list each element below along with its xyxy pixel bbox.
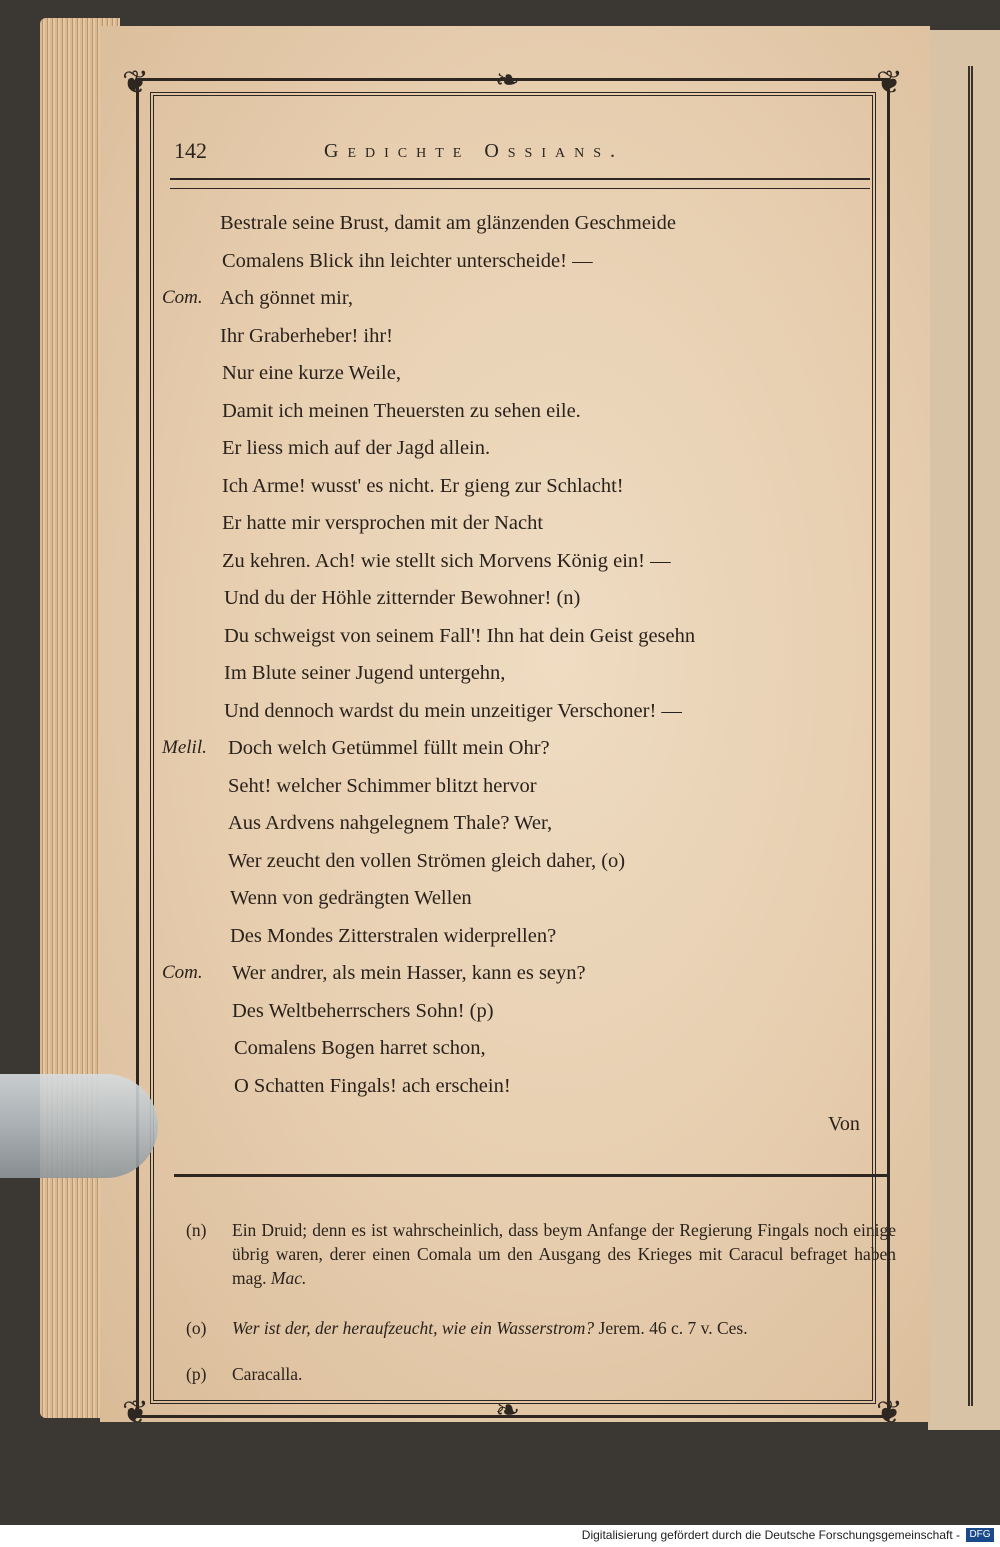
verse-text: Nur eine kurze Weile,	[222, 362, 401, 384]
footnote-text: Wer ist der, der heraufzeucht, wie ein Wasserstrom? Jerem. 46 c. 7 v. Ces.	[232, 1318, 748, 1338]
speaker-label: Com.	[162, 287, 203, 308]
verse-text: Du schweigst von seinem Fall'! Ihn hat dein Geist gesehn	[224, 624, 696, 647]
verse-text: Er liess mich auf der Jagd allein.	[222, 437, 491, 459]
corner-ornament-icon: ❦	[876, 64, 903, 100]
verse-text: Ich Arme! wusst' es nicht. Er gieng zur Schlacht!	[222, 474, 624, 497]
verse-text: Doch welch Getümmel füllt mein Ohr?	[228, 737, 550, 759]
verse-text: Wer andrer, als mein Hasser, kann es seyn?	[232, 962, 586, 984]
verse-text: Des Weltbeherrschers Sohn! (p)	[232, 999, 494, 1022]
book-page	[100, 26, 930, 1430]
verse-text: Comalens Bogen harret schon,	[234, 1037, 486, 1059]
verse-line	[162, 662, 902, 700]
running-title: Gedichte Ossians.	[324, 140, 625, 162]
corner-ornament-icon: ❦	[876, 1394, 903, 1430]
verse-text: Bestrale seine Brust, damit am glänzenden Geschmeide	[220, 212, 676, 234]
verse-text: Zu kehren. Ach! wie stellt sich Morvens König ein! —	[222, 549, 671, 572]
dfg-logo-icon: DFG	[966, 1528, 994, 1542]
verse-text: Und dennoch wardst du mein unzeitiger Verschoner! —	[224, 699, 682, 722]
verse-text: Ihr Graberheber! ihr!	[220, 324, 394, 347]
verse-text: Er hatte mir versprochen mit der Nacht	[222, 512, 544, 534]
footnote-mark: (o)	[186, 1318, 207, 1338]
verse-text: Seht! welcher Schimmer blitzt hervor	[228, 774, 537, 797]
verse-line	[162, 1075, 902, 1113]
verse-line	[162, 437, 902, 475]
corner-ornament-icon: ❦	[122, 1394, 149, 1430]
verse-line	[162, 887, 902, 925]
top-ornament-icon: ❧	[495, 64, 521, 97]
verse-block	[162, 212, 902, 1112]
verse-line	[162, 362, 902, 400]
verse-line	[162, 700, 902, 738]
verse-line	[162, 287, 902, 325]
verse-line	[162, 850, 902, 888]
verse-line	[162, 400, 902, 438]
verse-line	[162, 625, 902, 663]
footer	[0, 1525, 1000, 1547]
verse-line	[162, 475, 902, 513]
verse-line	[162, 925, 902, 963]
footnote-rule	[174, 1174, 890, 1177]
verse-line	[162, 737, 902, 775]
verse-line	[162, 775, 902, 813]
running-head	[174, 138, 854, 172]
verse-text: Ach gönnet mir,	[220, 287, 353, 309]
funding-credit: Digitalisierung gefördert durch die Deutsche Forschungsgemeinschaft -	[581, 1528, 960, 1542]
verse-line	[162, 962, 902, 1000]
facing-page	[928, 30, 1000, 1430]
verse-text: Des Mondes Zitterstralen widerprellen?	[230, 924, 557, 947]
speaker-label: Melil.	[162, 737, 207, 758]
page-clip	[0, 1074, 158, 1178]
verse-text: Im Blute seiner Jugend untergehn,	[224, 662, 506, 684]
verse-text: Und du der Höhle zitternder Bewohner! (n)	[224, 587, 581, 609]
verse-text: Wer zeucht den vollen Strömen gleich daher, (o)	[228, 849, 626, 872]
verse-line	[162, 1037, 902, 1075]
footnote-mark: (p)	[186, 1364, 207, 1384]
page-number: 142	[174, 138, 207, 163]
bottom-ornament-icon: ❧	[495, 1394, 521, 1427]
verse-text: Wenn von gedrängten Wellen	[230, 887, 472, 909]
corner-ornament-icon: ❦	[122, 64, 149, 100]
verse-text: Comalens Blick ihn leichter unterscheide! —	[222, 249, 593, 272]
verse-text: Damit ich meinen Theuersten zu sehen eile.	[222, 399, 581, 422]
speaker-label: Com.	[162, 962, 203, 983]
verse-line	[162, 325, 902, 363]
verse-text: Aus Ardvens nahgelegnem Thale? Wer,	[228, 812, 553, 834]
footnote-text: Ein Druid; denn es ist wahrscheinlich, dass beym Anfange der Regierung Fingals noch einige übrig waren, derer einen Comala um den Ausgang des Krieges mit Caracul befraget haben mag. Mac.	[232, 1220, 896, 1288]
verse-line	[162, 1000, 902, 1038]
verse-line	[162, 812, 902, 850]
head-rule	[170, 178, 870, 189]
footnote-text: Caracalla.	[232, 1364, 303, 1384]
verse-line	[162, 550, 902, 588]
footnote-mark: (n)	[186, 1220, 207, 1240]
verse-line	[162, 212, 902, 250]
verse-text: O Schatten Fingals! ach erschein!	[234, 1074, 511, 1097]
verse-line	[162, 512, 902, 550]
verse-line	[162, 587, 902, 625]
verse-line	[162, 250, 902, 288]
catchword: Von	[828, 1113, 860, 1135]
